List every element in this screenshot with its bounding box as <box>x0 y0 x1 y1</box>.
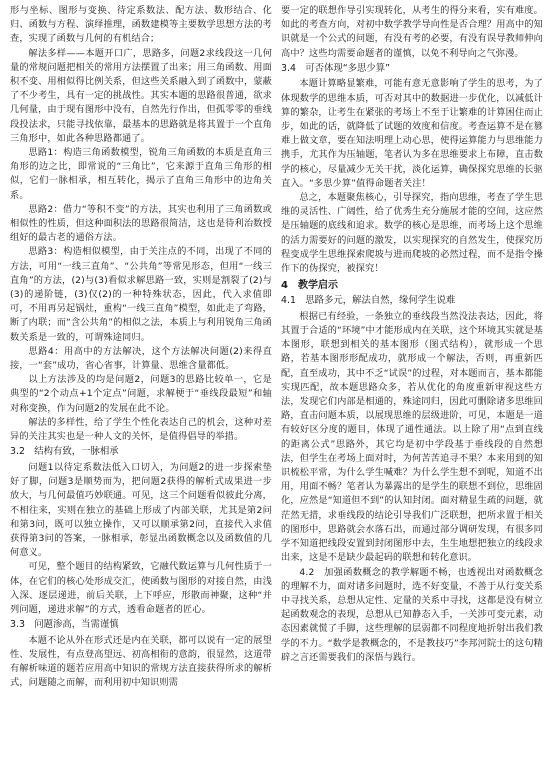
paragraph: 思路2：借力“等积不变”的方法，其实也利用了三角函数或相似性的性质，但这种面积法的思路很简洁，这也是待利治数授组好的最古老的通俗方法。 <box>10 203 272 244</box>
paragraph: 思路3：构造相似模型，由于关注点的不同，出现了不同的方法，可用“一线三直角”、“公共角”等常见形态，但用“一线三直角”的方法，(2)与(3)看似求解思路一致，实则是割裂了(2)与(3)的递阶链，(3)仅(2)的一种特殊状态，因此，代入求值即可，不用再另起锅灶，重构“一线三直角”模型，如此走了弯路，断了内联；而“含公共角”的相似之法，本质上与利用锐角三角函数关系是一致的，可谓殊途同归。 <box>10 246 272 343</box>
paragraph: 根据已有经验，一条独立的垂线段当然没法表达，因此，将其置于合适的“环境”中才能形成内在关联，这个环境其实就是基本图形，联想到相关的基本图形（图式结构），就形成一个思路，若基本图形形配成功，就形成一个解法，否则，再重新匹配，直至成功，其中不乏“试误”的过程，对本题而言，基本都能实现匹配，故本题思路众多，若从优化的角度重新审视这些方法，发现它们内部是相通的，殊途同归，因此可删除诸多思维回路，直击问题本质，以展现思维的层级进阶，可见，本题是一道有较好区分度的题目，体现了通性通法。以上除了用“点到直线的距离公式”思路外，其它均是初中学段基于垂线段的自然想法，但学生在考场上面对时，为何苦苦追寻不果？本来用到的知识梳松平常，为什么学生喊难？为什么学生想不到呢，知道不出用，用面不畅？笔者认为暴露出的是学生的联想不到位，思维固化，应然是“知道但不到”的认知封闭。面对精显生疏的问题，就茫然无措，求垂线段的结论引导我们广泛联想，把所求置于相关的图形中，思路就会水落石出，而通过部分调研发现，有很多同学不知道把线段安置到封闭图形中去，生生地想把独立的线段求出来，这是不是缺少最起码的联想和转化意识。 <box>281 310 543 564</box>
section-4-2-paragraph: 4.2 加强函数概念的教学解题不畅，也透视出对函数概念的理解不力，面对诸多问题时，选不好变量，不善于从行变关系中寻找关系，总想从定性、定量的关系中寻找，这都是没有树立起函数观念的表现，总想从已知静态入手，一关涉可变元素，动态因素就慌了手脚，这些理解的层弱都不同程度地折射出我们教学的不力。“数学是教概念的，不是教技巧”李邦河院士的这句精辟之言还需要我们的深悟与践行。 <box>281 566 543 663</box>
paragraph: 可见，整个题目的结构紧致，它融代数运算与几何性质于一体，在它们的核心处形成交汇，使函数与图形的对接自然，由浅入深、逐层递进，前后关联，上下呼应，形散而神聚，这种“并列问题，递进求解”的方式，透看命题者的匠心。 <box>10 561 272 615</box>
paragraph: 总之，本题聚焦核心，引导探究，指向思维，考查了学生思维的灵活性、广阔性，给了优秀生充分施展才能的空间，这应然是压轴题的底线和追求。数学的核心是思维，而考场上这个思维的活力需要好的问题的激发，以实现探究的自然发生，使探究历程变成学生思维探索爬坡与进而爬坡的必然过程，而不是指令操作下的伪探究，被探究！ <box>281 192 543 275</box>
paragraph: 以上方法涉及的均是问题2，问题3的思路比较单一，它是典型的“2个动点+1个定点”问题，求解梗于“垂线段最短”和轴对称变换，作为问题2的发展在此不论。 <box>10 374 272 414</box>
paragraph: 思路4：用高中的方法解决，这个方法解决问题(2)来得直接，一“套”成功，省心省事，计算量、思维含量都低。 <box>10 345 272 372</box>
paragraph: 形与坐标、图形与变换、待定系数法、配方法、数形结合、化归、函数与方程、演绎推理，函数建模等主要数学思想方法的考查，实现了函数与几何的有机结合； <box>10 5 272 45</box>
section-heading-3-3: 3.3 问题渗高，当需谨慎 <box>10 619 119 631</box>
paragraph: 问题1以待定系数法低入口切入，为问题2的进一步探索垫好了脚，问题3是顺势而为，把问题2获得的解析式成果进一步放大，与几何最值巧妙联通。可见，这三个问题看似彼此分离，不相往来，实则在独立的基础上形成了内部关联，尤其是第2问和第3问，既可以独立操作，又可以顺承第2问，直接代入求值获得第3问的答案，一脉相承，彰显出函数概念以及函数值的几何意义。 <box>10 461 272 559</box>
section-heading-3-4: 3.4 可否体现“多思少算” <box>281 62 390 74</box>
paragraph: 要一定的联想作导引实现转化，从考生的得分来看，实有难度。如此的考查方向，对初中数学教学导向性是否合理？用高中的知识就是一个公式的问题，有没有考的必要，有没有误导教师伸向高中？这些均需要命题者的谨慎，以免不利导向之气弥漫。 <box>281 5 543 59</box>
section-heading-3-2: 3.2 结构有致，一脉相承 <box>10 446 119 458</box>
section-heading-4: 4 教学启示 <box>281 280 338 292</box>
paragraph: 解法多样——本题开口广，思路多，问题2求线段这一几何量的常规问题把相关的常用方法摆置了出来；用三角函数、用面积不变、用相似得比例关系，但这些关系融入到了函数中，蒙蔽了不少考生，具有一定的挑战性。其实本题的思路很普通，欲求几何量，由于现有图形中没有，自然先行作出，但孤零零的垂线段投法求，只能寻找依靠，最基本的思路就是将其置于一个直角三角形中，如此各种思路都通了。 <box>10 47 272 144</box>
paper-page <box>10 4 543 764</box>
left-column <box>10 4 272 764</box>
section-heading-4-1: 4.1 思路多元，解法自然，缘何学生说难 <box>281 295 456 307</box>
paragraph: 思路1：构造三角函数模型，锐角三角函数的本质是直角三角形的边之比，即常说的“三角比”，它来源于直角三角形的相似，它们一脉相承，相互转化，揭示了直角三角形中的边角关系。 <box>10 147 272 201</box>
paragraph: 本题不论从外在形式还是内在关联，都可以说有一定的展望性、发展性，有点登高望远、初高相衔的意韵，很显然，这道带有解析味道的题若应用高中知识的常规方法直接获得所求的解析式，问题随之而解，而利用初中知识则需 <box>10 634 272 689</box>
paragraph: 本题计算略显繁难，可能有意无意影响了学生的思考，为了体现数学的思维本质，可否对其中的数据进一步优化，以减低计算的繁杂，让考生在紧张的考场上不至于让繁难的计算困住而止步，如此的话，就降低了试题的效度和信度。考查运算不是在篡难上做文章，要在知法明理上动心思，使得运算能力与思维能力携手，尤其作为压轴题，笔者认为多在思维要求上布障，直击数学的核心，尽量减少无关干扰，淡化运算，确保探究思维的长驱直入。“多思少算”值得命题者关注！ <box>281 78 543 189</box>
right-column <box>281 4 543 764</box>
paragraph: 解法的多样性，给了学生个性化表达自己的机会，这种对差异的关注其实也是一种人文的关怀，是值得倡导的举措。 <box>10 416 272 443</box>
